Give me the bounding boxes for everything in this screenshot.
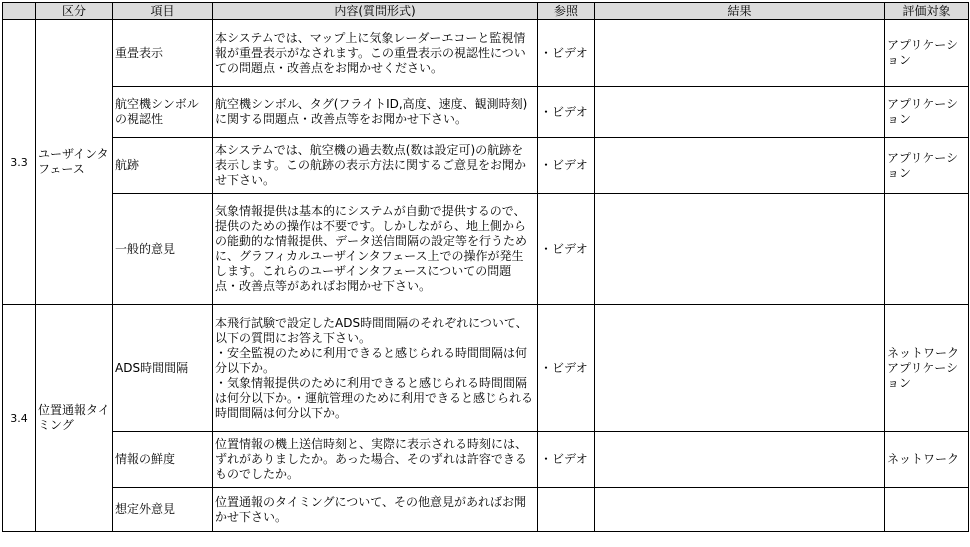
row-result[interactable] bbox=[595, 138, 885, 194]
row-reference: ・ビデオ bbox=[538, 20, 595, 87]
row-target: アプリケーション bbox=[885, 87, 969, 138]
row-item: 航空機シンボルの視認性 bbox=[113, 87, 213, 138]
row-target bbox=[885, 488, 969, 532]
evaluation-table bbox=[2, 2, 969, 532]
table-row bbox=[3, 20, 969, 87]
row-content: 気象情報提供は基本的にシステムが自動で提供するので、提供のための操作は不要です。しかしながら、地上側からの能動的な情報提供、データ送信間隔の設定等を行うために、グラフィカルユーザインタフェース上での操作が発生します。これらのユーザインタフェースについての問題点・改善点等があればお聞かせ下さい。 bbox=[213, 194, 538, 305]
header-item: 項目 bbox=[113, 3, 213, 20]
row-content: 位置通報のタイミングについて、その他意見があればお聞かせ下さい。 bbox=[213, 488, 538, 532]
section-number: 3.3 bbox=[3, 20, 36, 305]
row-content: 本飛行試験で設定したADS時間間隔のそれぞれについて、以下の質問にお答え下さい。 ・安全監視のために利用できると感じられる時間間隔は何分以下か。 ・気象情報提供のために利用できると感じられる時間間隔は何分以下か。・運航管理のために利用できると感じられる時間間隔は何分以下か。 bbox=[213, 305, 538, 432]
header-category: 区分 bbox=[36, 3, 113, 20]
row-item: 想定外意見 bbox=[113, 488, 213, 532]
section-category: ユーザインタフェース bbox=[36, 20, 113, 305]
row-result[interactable] bbox=[595, 194, 885, 305]
row-result[interactable] bbox=[595, 432, 885, 488]
row-item: 航跡 bbox=[113, 138, 213, 194]
row-item: 一般的意見 bbox=[113, 194, 213, 305]
header-row bbox=[3, 3, 969, 20]
header-result: 結果 bbox=[595, 3, 885, 20]
header-content: 内容(質問形式) bbox=[213, 3, 538, 20]
table-row bbox=[3, 488, 969, 532]
row-item: ADS時間間隔 bbox=[113, 305, 213, 432]
row-reference: ・ビデオ bbox=[538, 194, 595, 305]
row-result[interactable] bbox=[595, 305, 885, 432]
row-content: 航空機シンボル、タグ(フライトID,高度、速度、観測時刻)に関する問題点・改善点等をお聞かせ下さい。 bbox=[213, 87, 538, 138]
row-result[interactable] bbox=[595, 20, 885, 87]
table-row bbox=[3, 138, 969, 194]
row-result[interactable] bbox=[595, 87, 885, 138]
row-target: ネットワーク bbox=[885, 432, 969, 488]
table-row bbox=[3, 432, 969, 488]
row-target bbox=[885, 194, 969, 305]
row-target: ネットワーク アプリケーション bbox=[885, 305, 969, 432]
row-content: 位置情報の機上送信時刻と、実際に表示される時刻には、ずれがありましたか。あった場合、そのずれは許容できるものでしたか。 bbox=[213, 432, 538, 488]
table-row bbox=[3, 87, 969, 138]
row-item: 情報の鮮度 bbox=[113, 432, 213, 488]
row-target: アプリケーション bbox=[885, 138, 969, 194]
section-category: 位置通報タイミング bbox=[36, 305, 113, 532]
table-row bbox=[3, 194, 969, 305]
row-target: アプリケーション bbox=[885, 20, 969, 87]
header-target: 評価対象 bbox=[885, 3, 969, 20]
header-reference: 参照 bbox=[538, 3, 595, 20]
row-reference: ・ビデオ bbox=[538, 138, 595, 194]
row-reference: ・ビデオ bbox=[538, 305, 595, 432]
row-content: 本システムでは、マップ上に気象レーダーエコーと監視情報が重畳表示がなされます。この重畳表示の視認性についての問題点・改善点をお聞かせください。 bbox=[213, 20, 538, 87]
row-reference bbox=[538, 488, 595, 532]
row-reference: ・ビデオ bbox=[538, 87, 595, 138]
row-item: 重畳表示 bbox=[113, 20, 213, 87]
table-row bbox=[3, 305, 969, 432]
row-result[interactable] bbox=[595, 488, 885, 532]
header-number bbox=[3, 3, 36, 20]
row-reference: ・ビデオ bbox=[538, 432, 595, 488]
row-content: 本システムでは、航空機の過去数点(数は設定可)の航跡を表示します。この航跡の表示方法に関するご意見をお聞かせ下さい。 bbox=[213, 138, 538, 194]
section-number: 3.4 bbox=[3, 305, 36, 532]
